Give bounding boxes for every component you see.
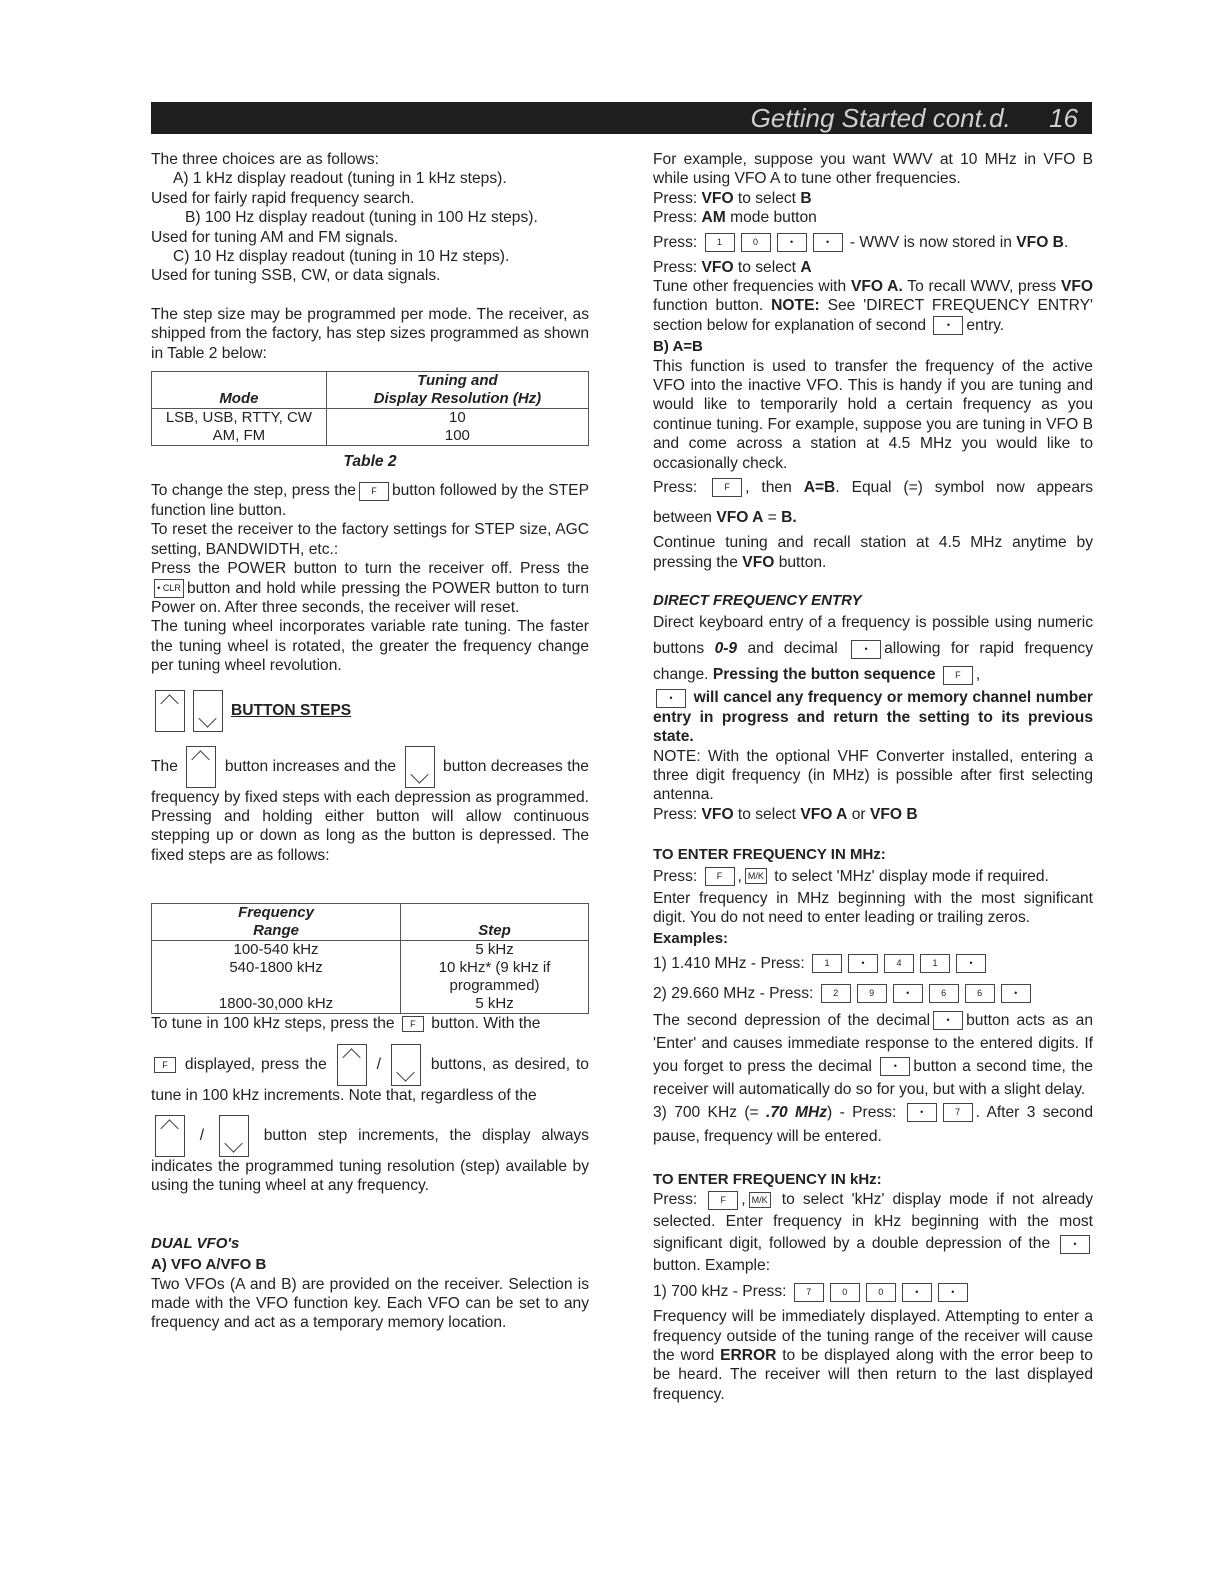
key-0-icon: 0 (866, 1283, 896, 1302)
text-span: See 'DIRECT FREQUENCY ENTRY' section below for explanation of second (653, 297, 1094, 334)
choice-b-use: Used for tuning AM and FM signals. (151, 228, 399, 246)
press-am (653, 208, 1093, 227)
down-arrow-key-icon (405, 746, 435, 788)
decimal-key-icon: • (777, 233, 807, 252)
decimal-key-icon: • (933, 1011, 963, 1030)
key-7-icon: 7 (943, 1103, 973, 1122)
button-steps-paragraph (151, 746, 589, 866)
decimal-key-icon: • (880, 1057, 910, 1076)
text-span: A (800, 258, 812, 276)
text-span: VFO (701, 805, 734, 823)
mhz-press: Press: F , M/K to select 'MHz' display mode if required. (653, 867, 1049, 885)
right-column (653, 150, 1093, 1404)
decimal-key-icon: • (907, 1103, 937, 1122)
text-span: Press: (653, 258, 702, 276)
f-key-icon: F (712, 478, 742, 497)
example-1 (653, 949, 1093, 979)
wwv-example: For example, suppose you want WWV at 10 MHz in VFO B while using VFO A to tune other frequencies. (653, 151, 1093, 188)
decimal-key-icon: • (956, 954, 986, 973)
step-cell: 5 kHz (475, 941, 514, 959)
text-span: to be displayed along with the error beep to be heard. The receiver will then return to the last displayed frequency. (653, 1347, 1093, 1403)
text-span: Press: (653, 209, 702, 227)
text-span: 2) 29.660 MHz - Press: (653, 984, 814, 1002)
table2-caption: Table 2 (343, 453, 397, 471)
error-paragraph (653, 1307, 1093, 1404)
range-cell: 100-540 kHz (152, 941, 401, 960)
direct-entry-paragraph: Direct keyboard entry of a frequency is possible using numeric buttons 0-9 and decimal • allowing for rapid frequency change. Pressing the button sequence F , (653, 614, 1093, 684)
khz-paragraph: Press: F , M/K to select 'kHz' display mode if not already selected. Enter frequency in kHz beginning with the most significant digit, followed by a double depression of the •button. Example: (653, 1191, 1094, 1275)
table-row (152, 427, 589, 446)
step-cell: 10 kHz* (9 kHz if programmed) (438, 959, 551, 995)
text-span: allowing for rapid frequency change. (653, 640, 1093, 684)
example-3 (653, 1101, 1093, 1149)
table2-header-resolution-line2: Display Resolution (Hz) (373, 390, 542, 408)
change-step-paragraph (151, 481, 589, 520)
text-span: = (763, 509, 782, 527)
table-row (152, 409, 589, 428)
table-row (152, 959, 589, 995)
text-span: VFO (701, 189, 734, 207)
decimal-enter-paragraph (653, 1009, 1093, 1101)
decimal-key-icon: • (1060, 1235, 1090, 1254)
key-9-icon: 9 (857, 984, 887, 1003)
key-0-icon: 0 (741, 233, 771, 252)
text-span: To tune in 100 kHz steps, press the (151, 1015, 395, 1033)
decimal-key-icon: • (933, 316, 963, 335)
vhf-note: NOTE: With the optional VHF Converter installed, entering a three digit frequency (in MHz) is possible after first selecting antenna. (653, 747, 1093, 804)
text-span: VFO (1060, 278, 1094, 296)
choice-a: A) 1 kHz display readout (tuning in 1 kHz steps). (173, 170, 507, 188)
step-table (151, 903, 589, 1014)
text-span: Press: (653, 479, 698, 497)
text-span: A=B (803, 479, 836, 497)
text-span: The second depression of the decimal (653, 1011, 931, 1029)
text-span: The (151, 757, 178, 775)
text-span: VFO B (1016, 233, 1064, 251)
text-span: To recall WWV, press (902, 278, 1061, 296)
text-span: VFO (701, 258, 734, 276)
text-span: Press: (653, 189, 702, 207)
power-reset-paragraph (151, 559, 589, 617)
example-khz (653, 1277, 1093, 1307)
up-arrow-key-icon (337, 1044, 367, 1086)
examples-label: Examples: (653, 930, 729, 948)
text-span: Press: (653, 233, 698, 251)
text-span: 1) 1.410 MHz - Press: (653, 954, 805, 972)
table2-header-resolution (326, 372, 588, 409)
choices-intro: The three choices are as follows: (151, 151, 379, 168)
text-span: button and hold while pressing the POWER button to turn Power on. After three seconds, the receiver will reset. (151, 579, 589, 616)
text-span: button acts as an 'Enter' and causes immediate response to the entered digits. If you forget to press the decimal (653, 1011, 1093, 1075)
header-title: Getting Started cont.d. (750, 103, 1011, 133)
resolution-paragraph (151, 1115, 589, 1196)
choice-c-use: Used for tuning SSB, CW, or data signals. (151, 267, 441, 285)
key-2-icon: 2 (821, 984, 851, 1003)
text-span: Press the POWER button to turn the receiver off. Press the (151, 560, 589, 578)
step-size-paragraph: The step size may be programmed per mode. The receiver, as shipped from the factory, has step sizes programmed as shown in Table 2 below: (151, 305, 589, 362)
choice-a-use: Used for fairly rapid frequency search. (151, 189, 415, 207)
table2-mode-cell: AM, FM (152, 427, 327, 446)
a-equals-b-press (653, 473, 1093, 533)
step-table-header-range (152, 904, 401, 941)
text-span: entry. (966, 316, 1005, 334)
press-vfo-select (653, 805, 1093, 824)
text-span: displayed, press the (184, 1055, 327, 1073)
decimal-key-icon: • (902, 1283, 932, 1302)
text-span: 0-9 (714, 640, 738, 658)
text-span: or (847, 805, 870, 823)
text-span: Press: (653, 1191, 698, 1209)
up-arrow-key-icon (186, 746, 216, 788)
table2-mode-cell: LSB, USB, RTTY, CW (152, 409, 327, 428)
table2-res-cell: 100 (444, 427, 470, 445)
text-span: and decimal (737, 640, 838, 658)
text-span: button. Example: (653, 1257, 771, 1275)
text-span: to select (733, 189, 801, 207)
press-vfo-a (653, 258, 1093, 277)
decimal-key-icon: • (851, 640, 881, 659)
decimal-key-icon: • (1001, 984, 1031, 1003)
key-1-icon: 1 (705, 233, 735, 252)
table-row (152, 941, 589, 960)
text-span: button a second time, the receiver will automatically do so for you, but with a slight delay. (653, 1057, 1093, 1098)
text-span: button step increments, the display always indicates the programmed tuning resolution (step) available by using the tuning wheel at any frequency. (151, 1127, 589, 1195)
mhz-paragraph: Enter frequency in MHz beginning with the most significant digit. You do not need to enter leading or trailing zeros. (653, 889, 1093, 926)
text-span: VFO A. (850, 278, 903, 296)
f-key-icon: F (402, 1016, 424, 1032)
text-span: button decreases the frequency by fixed steps with each depression as programmed. Pressing and holding either button will allow continuous stepping up or down as long as the button is depressed. The fixed steps are as follows: (151, 757, 589, 864)
direct-entry-heading: DIRECT FREQUENCY ENTRY (653, 591, 862, 609)
text-span: 1) 700 kHz - Press: (653, 1283, 787, 1301)
choice-c: C) 10 Hz display readout (tuning in 10 Hz steps). (173, 248, 510, 266)
decimal-key-icon: • (848, 954, 878, 973)
text-span: buttons, as desired, to tune in 100 kHz increments. Note that, regardless of the (151, 1055, 589, 1104)
f-key-icon: F (705, 867, 735, 886)
table2-header-mode: Mode (152, 372, 327, 409)
decimal-key-icon: • (656, 689, 686, 708)
text-span: Direct keyboard entry of a frequency is possible using numeric buttons (653, 614, 1093, 658)
text-span: / (199, 1127, 205, 1145)
text-span: Frequency will be immediately displayed. Attempting to enter a frequency outside of the tuning range of the receiver will cause the word (653, 1308, 1093, 1364)
page-header-banner (151, 102, 1092, 134)
text-span: function button. (653, 297, 772, 315)
down-arrow-key-icon (391, 1044, 421, 1086)
text-span: - WWV is now stored in (849, 233, 1012, 251)
example-2 (653, 979, 1093, 1009)
left-column (151, 150, 589, 1333)
decimal-key-icon: • (893, 984, 923, 1003)
vfo-ab-heading: A) VFO A/VFO B (151, 1256, 267, 1274)
down-arrow-key-icon (219, 1115, 249, 1157)
text-span: Tune other frequencies with (653, 278, 851, 296)
text-span: ERROR (720, 1347, 777, 1364)
text-span: button increases and the (224, 757, 397, 775)
key-6-icon: 6 (965, 984, 995, 1003)
mhz-heading: TO ENTER FREQUENCY IN MHz: (653, 846, 886, 864)
cancel-entry-paragraph (653, 688, 1093, 746)
text-span: VFO A (800, 805, 848, 823)
key-7-icon: 7 (794, 1283, 824, 1302)
down-arrow-key-icon (193, 690, 223, 732)
up-arrow-key-icon (155, 1115, 185, 1157)
khz-heading: TO ENTER FREQUENCY IN kHz: (653, 1170, 882, 1188)
decimal-key-icon: • (813, 233, 843, 252)
key-1-icon: 1 (812, 954, 842, 973)
text-span: Press: (653, 867, 698, 885)
page-number: 16 (1049, 103, 1078, 133)
text-span: will cancel any frequency or memory channel number entry in progress and return the setting to its previous state. (653, 689, 1093, 746)
recall-station (653, 533, 1093, 572)
press-vfo-b (653, 189, 1093, 208)
step-table-header-range-line2: Range (253, 922, 299, 940)
step-cell: 5 kHz (475, 995, 514, 1013)
decimal-key-icon: • (938, 1283, 968, 1302)
text-span: mode button (725, 209, 817, 227)
step-table-header-step: Step (401, 904, 589, 941)
table2-res-cell: 10 (449, 409, 466, 427)
text-span: .70 MHz (765, 1103, 828, 1121)
text-span: AM (701, 209, 726, 227)
key-0-icon: 0 (830, 1283, 860, 1302)
button-steps-label: BUTTON STEPS (231, 701, 352, 719)
text-span: NOTE: (771, 297, 820, 315)
a-equals-b-heading: B) A=B (653, 338, 703, 356)
tuning-wheel-paragraph: The tuning wheel incorporates variable rate tuning. The faster the tuning wheel is rotated, the greater the frequency change per tuning wheel revolution. (151, 618, 589, 675)
text-span: VFO A (716, 509, 764, 527)
f-key-icon: F (943, 666, 973, 685)
text-span: . After 3 second pause, frequency will be entered. (653, 1103, 1093, 1145)
text-span: / (376, 1055, 381, 1073)
text-span: Pressing the button sequence (712, 666, 936, 684)
text-span: 3) 700 KHz (= (653, 1103, 766, 1121)
hundred-khz-paragraph-cont (151, 1044, 589, 1105)
text-span: Continue tuning and recall station at 4.5 MHz anytime by pressing the (653, 534, 1093, 571)
text-span: button followed by the STEP function line button. (151, 482, 589, 519)
up-arrow-key-icon (155, 690, 185, 732)
reset-paragraph: To reset the receiver to the factory settings for STEP size, AGC setting, BANDWIDTH, etc.: (151, 521, 589, 558)
text-span: VFO B (869, 805, 918, 823)
dual-vfo-paragraph: Two VFOs (A and B) are provided on the receiver. Selection is made with the VFO function key. Each VFO can be set to any frequency and act as a temporary memory location. (151, 1275, 589, 1332)
text-span: To change the step, press the (151, 482, 356, 500)
text-span: to select (733, 258, 801, 276)
text-span: to select (733, 805, 801, 823)
f-key-icon: F (154, 1057, 176, 1073)
dual-vfo-heading: DUAL VFO's (151, 1234, 240, 1252)
text-span: button. (774, 553, 827, 571)
decimal-clr-key-icon: • CLR (154, 579, 184, 598)
text-span: VFO (742, 553, 775, 571)
text-span: , then (745, 479, 792, 497)
table-2 (151, 371, 589, 446)
key-6-icon: 6 (929, 984, 959, 1003)
press-wwv-keys: Press: 1 0 • • - WWV is now stored in VFO B. (653, 233, 1069, 251)
recall-wwv-paragraph (653, 277, 1093, 335)
choice-b: B) 100 Hz display readout (tuning in 100 Hz steps). (185, 209, 538, 227)
text-span: to select 'MHz' display mode if required. (774, 867, 1049, 885)
step-table-header-range-line1: Frequency (238, 904, 314, 922)
table-row (152, 995, 589, 1014)
key-1-icon: 1 (920, 954, 950, 973)
button-steps-heading (151, 690, 589, 732)
range-cell: 540-1800 kHz (152, 959, 401, 995)
text-span: Press: (653, 805, 702, 823)
range-cell: 1800-30,000 kHz (152, 995, 401, 1014)
text-span: B. (781, 509, 797, 527)
mhz-khz-key-icon: M/K (745, 868, 767, 884)
text-span: ) - Press: (827, 1103, 897, 1121)
text-span: to select 'kHz' display mode if not already selected. Enter frequency in kHz beginning with the most significant digit, followed by a double depression of the (653, 1191, 1094, 1253)
text-span: button. With the (431, 1015, 541, 1033)
f-key-icon: F (359, 482, 389, 501)
mhz-khz-key-icon: M/K (749, 1192, 771, 1208)
f-key-icon: F (708, 1191, 738, 1210)
a-equals-b-paragraph: This function is used to transfer the frequency of the active VFO into the inactive VFO. This is handy if you are tuning and would like to temporarily hold a certain frequency as you continue tuning. For example, suppose you are tuning in VFO B and come across a station at 4.5 MHz you would like to occasionally check. (653, 357, 1093, 472)
text-span: B (800, 189, 812, 207)
table2-header-resolution-line1: Tuning and (417, 372, 498, 390)
text-span: . Equal (=) symbol now appears between (653, 479, 1093, 527)
key-4-icon: 4 (884, 954, 914, 973)
hundred-khz-paragraph (151, 1014, 589, 1033)
